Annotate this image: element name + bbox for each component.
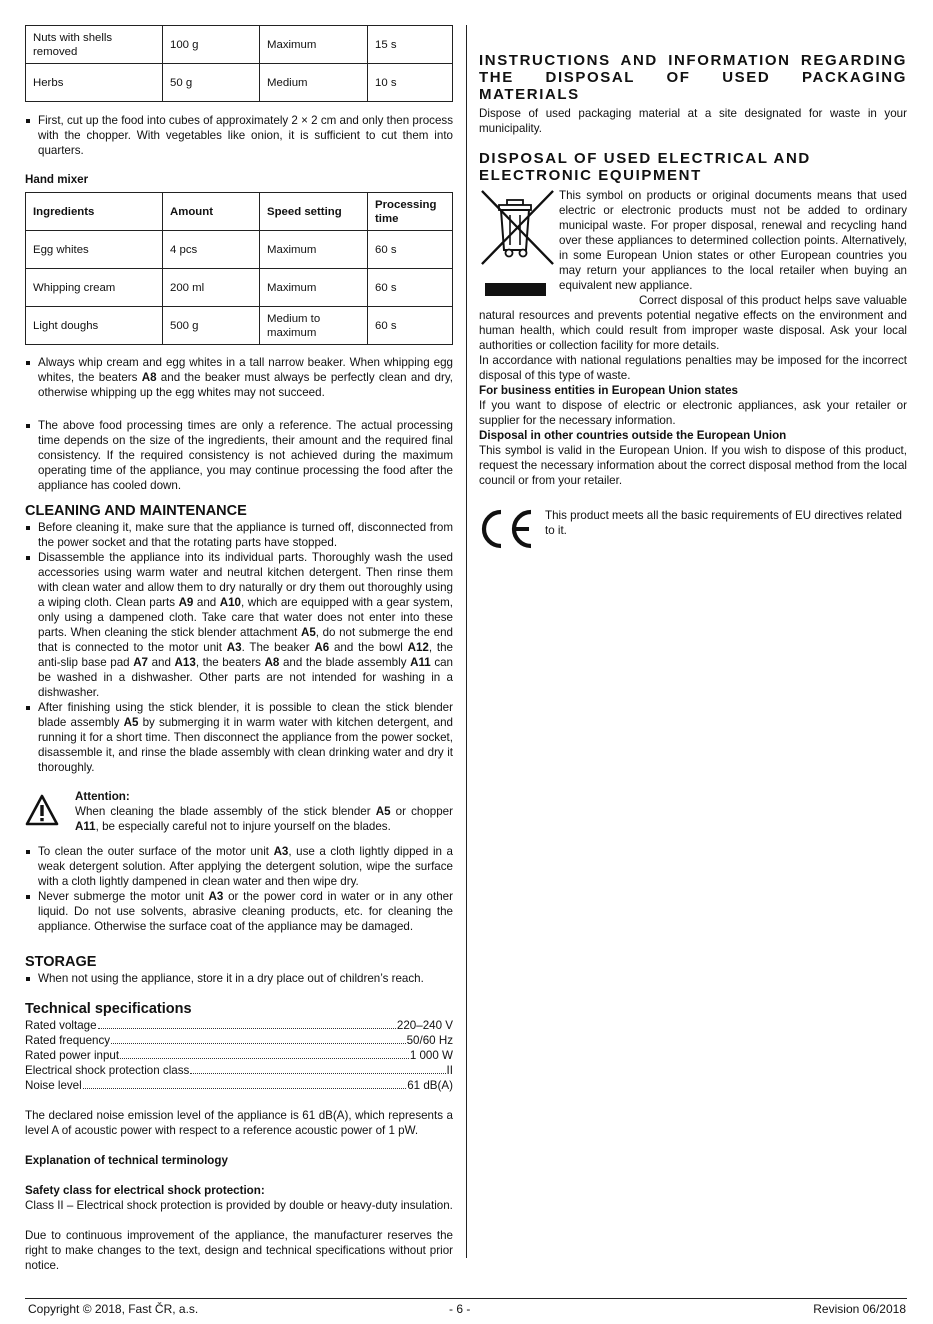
spec-label: Rated power input bbox=[25, 1049, 120, 1062]
spec-row bbox=[25, 1063, 453, 1078]
table-cell: Maximum bbox=[260, 26, 368, 64]
hand-mixer-heading: Hand mixer bbox=[25, 173, 89, 186]
text: and the bowl bbox=[329, 641, 408, 654]
part-ref: A5 bbox=[375, 805, 391, 818]
attention-title: Attention: bbox=[75, 790, 130, 803]
weee-text-2: Correct disposal of this product helps save valuable natural resources and prevents potential negative effects on the environment and human health, which could result from improper waste disposal. Ask your local authorities or collection facility for more details. bbox=[479, 294, 907, 352]
column-header: Amount bbox=[163, 193, 260, 231]
spec-label: Noise level bbox=[25, 1079, 82, 1092]
table-cell: Medium to maximum bbox=[260, 307, 368, 345]
text: and bbox=[148, 656, 175, 669]
list-item bbox=[25, 355, 453, 400]
part-ref: A11 bbox=[410, 656, 431, 669]
part-ref: A6 bbox=[314, 641, 330, 654]
table-cell: 60 s bbox=[368, 269, 453, 307]
chopper-table bbox=[25, 25, 453, 102]
text: , the beaters bbox=[195, 656, 265, 669]
hand-mixer-table bbox=[25, 192, 453, 345]
attention-text bbox=[75, 804, 453, 834]
table-header-row bbox=[26, 193, 453, 231]
weee-text-3: In accordance with national regulations penalties may be imposed for the incorrect disposal of this type of waste. bbox=[479, 354, 907, 382]
table-cell: Whipping cream bbox=[26, 269, 163, 307]
part-ref: A8 bbox=[264, 656, 280, 669]
table-row bbox=[26, 269, 453, 307]
table-cell: Maximum bbox=[260, 269, 368, 307]
copyright: Copyright © 2018, Fast ČR, a.s. bbox=[28, 1302, 199, 1316]
list-item bbox=[25, 889, 453, 934]
table-cell: 4 pcs bbox=[163, 231, 260, 269]
table-row bbox=[26, 307, 453, 345]
right-column bbox=[479, 52, 907, 554]
noise-note: The declared noise emission level of the appliance is 61 dB(A), which represents a level A of acoustic power with respect to a reference acoustic power of 1 pW. bbox=[25, 1109, 453, 1137]
safety-heading: Safety class for electrical shock protection: bbox=[25, 1184, 265, 1197]
table-row bbox=[26, 64, 453, 102]
list-item: Before cleaning it, make sure that the appliance is turned off, disconnected from the power socket and that the rotating parts have stopped. bbox=[25, 520, 453, 550]
dot-leader bbox=[111, 1043, 406, 1044]
text: , do not submerge the end that is connected to the motor unit bbox=[38, 626, 454, 654]
storage-heading: STORAGE bbox=[25, 954, 97, 970]
part-ref: A5 bbox=[300, 626, 316, 639]
text: , be especially careful not to injure yourself on the blades. bbox=[95, 820, 391, 833]
packaging-text: Dispose of used packaging material at a site designated for waste in your municipality. bbox=[479, 107, 907, 135]
text: , which are equipped with a gear system, only using a dampened cloth. Take care that water does not enter into these parts. When cleaning the stick blender attachment bbox=[38, 596, 453, 639]
chopper-notes bbox=[25, 113, 453, 158]
part-ref: A3 bbox=[208, 890, 224, 903]
column-header: Processing time bbox=[368, 193, 453, 231]
part-ref: A12 bbox=[407, 641, 429, 654]
text: and bbox=[193, 596, 220, 609]
list-item bbox=[25, 550, 453, 700]
column-divider bbox=[466, 25, 467, 1258]
text: Disassemble the appliance into its individual parts. Thoroughly wash the used accessories using warm water and neutral kitchen detergent. Then rinse them with clean water and allow them to dry naturally or dry them out thoroughly using a wiping cloth. Clean parts bbox=[38, 551, 453, 609]
eu-heading: For business entities in European Union states bbox=[479, 384, 738, 397]
spec-value: 1 000 W bbox=[409, 1049, 453, 1062]
table-cell: Light doughs bbox=[26, 307, 163, 345]
weee-text-1: This symbol on products or original documents means that used electric or electronic products must not be added to ordinary municipal waste. For proper disposal, renewal and recycling hand over these appliances to determined collection points. Alternatively, in some European Union states or other European countries you may return your appliances to the local retailer when buying an equivalent new appliance. bbox=[559, 189, 907, 292]
spec-value: 50/60 Hz bbox=[406, 1034, 453, 1047]
text: or chopper bbox=[390, 805, 453, 818]
spec-label: Electrical shock protection class bbox=[25, 1064, 190, 1077]
dot-leader bbox=[98, 1028, 396, 1029]
warning-icon bbox=[25, 789, 75, 834]
outer-cleaning-list bbox=[25, 844, 453, 934]
part-ref: A7 bbox=[133, 656, 149, 669]
part-ref: A10 bbox=[219, 596, 242, 609]
table-cell: 60 s bbox=[368, 307, 453, 345]
list-item bbox=[25, 700, 453, 775]
text: When cleaning the blade assembly of the stick blender bbox=[75, 805, 376, 818]
text: and the blade assembly bbox=[279, 656, 411, 669]
table-row bbox=[26, 231, 453, 269]
part-ref: A3 bbox=[226, 641, 242, 654]
list-item: The above food processing times are only a reference. The actual processing time depends on the size of the ingredients, their amount and the required final consistency. If the required consistency is not achieved during the maximum operating time of the appliance, you may continue processing the food after the appliance has cooled down. bbox=[25, 418, 453, 493]
list-item: When not using the appliance, store it in a dry place out of children’s reach. bbox=[25, 971, 453, 986]
part-ref: A8 bbox=[141, 371, 157, 384]
specs-list bbox=[25, 1018, 453, 1093]
list-item: First, cut up the food into cubes of approximately 2 × 2 cm and only then process with the chopper. With vegetables like onion, it is sufficient to cut them into quarters. bbox=[25, 113, 453, 158]
table-cell: 60 s bbox=[368, 231, 453, 269]
column-header: Ingredients bbox=[26, 193, 163, 231]
dot-leader bbox=[190, 1073, 445, 1074]
page-number: - 6 - bbox=[449, 1302, 471, 1316]
eu-text: If you want to dispose of electric or electronic appliances, ask your retailer or supplier for the necessary information. bbox=[479, 399, 907, 427]
storage-list bbox=[25, 971, 453, 986]
improvement-note: Due to continuous improvement of the appliance, the manufacturer reserves the right to make changes to the text, design and technical specifications without prior notice. bbox=[25, 1229, 453, 1272]
text: or the power cord in water or in any other liquid. Do not use solvents, abrasive cleaning products, etc. for cleaning the appliance. Otherwise the surface coat of the appliance may be damaged. bbox=[38, 890, 453, 933]
crossed-bin-icon bbox=[479, 188, 559, 304]
table-cell: 50 g bbox=[163, 64, 260, 102]
text: Never submerge the motor unit bbox=[38, 890, 209, 903]
times-notes bbox=[25, 418, 453, 493]
ce-text: This product meets all the basic requirements of EU directives related to it. bbox=[545, 509, 902, 537]
text: After finishing using the stick blender, it is possible to clean the stick blender blade assembly bbox=[38, 701, 453, 729]
spec-value: 220–240 V bbox=[396, 1019, 453, 1032]
table-cell: Maximum bbox=[260, 231, 368, 269]
spec-label: Rated frequency bbox=[25, 1034, 111, 1047]
table-cell: 500 g bbox=[163, 307, 260, 345]
column-header: Speed setting bbox=[260, 193, 368, 231]
spec-value: II bbox=[446, 1064, 453, 1077]
table-cell: 15 s bbox=[368, 26, 453, 64]
ce-mark-icon bbox=[479, 508, 545, 554]
text: by submerging it in warm water with kitchen detergent, and running it for a short time. Then disconnect the appliance from the power socket, disassemble it, and rinse the blade assembly with clean drinking water and dry it thoroughly. bbox=[38, 716, 454, 774]
packaging-heading: INSTRUCTIONS AND INFORMATION REGARDING THE DISPOSAL OF USED PACKAGING MATERIALS bbox=[479, 52, 907, 103]
dot-leader bbox=[83, 1088, 407, 1089]
footer-divider bbox=[25, 1298, 907, 1299]
attention-box bbox=[25, 789, 453, 834]
spec-row bbox=[25, 1033, 453, 1048]
safety-text: Class II – Electrical shock protection is provided by double or heavy-duty insulation. bbox=[25, 1199, 453, 1212]
ce-block bbox=[479, 508, 907, 554]
cleaning-list bbox=[25, 520, 453, 775]
part-ref: A11 bbox=[75, 820, 96, 833]
table-cell: Nuts with shells removed bbox=[26, 26, 163, 64]
text: and the beaker must always be perfectly clean and dry, otherwise whipping up the egg whites may not succeed. bbox=[38, 371, 453, 399]
spec-row bbox=[25, 1048, 453, 1063]
part-ref: A3 bbox=[273, 845, 289, 858]
left-column bbox=[25, 25, 453, 1273]
spec-value: 61 dB(A) bbox=[407, 1079, 453, 1092]
table-row bbox=[26, 26, 453, 64]
part-ref: A9 bbox=[178, 596, 194, 609]
text: , use a cloth lightly dipped in a weak detergent solution. After applying the detergent solution, wipe the surface with a cloth lightly dampened in clean water and then wipe dry. bbox=[38, 845, 453, 888]
terminology-heading: Explanation of technical terminology bbox=[25, 1154, 228, 1167]
spec-row bbox=[25, 1018, 453, 1033]
tech-specs-heading: Technical specifications bbox=[25, 1001, 192, 1017]
table-cell: Egg whites bbox=[26, 231, 163, 269]
revision: Revision 06/2018 bbox=[813, 1302, 906, 1316]
non-eu-text: This symbol is valid in the European Union. If you wish to dispose of this product, request the necessary information about the correct disposal method from the local council or from your retailer. bbox=[479, 444, 907, 487]
text: can be washed in a dishwasher. Other parts are not intended for washing in a dishwasher. bbox=[38, 656, 454, 699]
table-cell: Herbs bbox=[26, 64, 163, 102]
dot-leader bbox=[120, 1058, 409, 1059]
text: . The beaker bbox=[241, 641, 315, 654]
weee-heading: DISPOSAL OF USED ELECTRICAL AND ELECTRONIC EQUIPMENT bbox=[479, 150, 811, 184]
table-cell: 10 s bbox=[368, 64, 453, 102]
part-ref: A13 bbox=[174, 656, 196, 669]
cleaning-heading: CLEANING AND MAINTENANCE bbox=[25, 503, 247, 519]
text: To clean the outer surface of the motor unit bbox=[38, 845, 274, 858]
list-item bbox=[25, 844, 453, 889]
text: , the anti-slip base pad bbox=[38, 641, 453, 669]
text: Always whip cream and egg whites in a tall narrow beaker. When whipping egg whites, the beaters bbox=[38, 356, 453, 384]
whip-notes bbox=[25, 355, 453, 400]
table-cell: 200 ml bbox=[163, 269, 260, 307]
weee-block bbox=[479, 188, 907, 383]
spec-label: Rated voltage bbox=[25, 1019, 97, 1032]
table-cell: 100 g bbox=[163, 26, 260, 64]
table-cell: Medium bbox=[260, 64, 368, 102]
non-eu-heading: Disposal in other countries outside the European Union bbox=[479, 429, 787, 442]
spec-row bbox=[25, 1078, 453, 1093]
part-ref: A5 bbox=[123, 716, 139, 729]
